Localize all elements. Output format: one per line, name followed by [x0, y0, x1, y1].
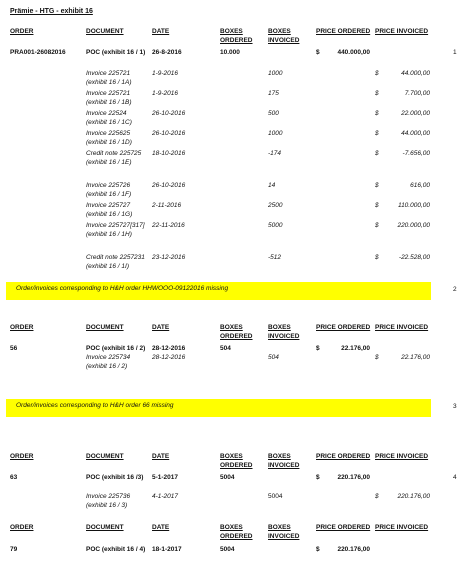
currency-symbol: $: [375, 254, 379, 261]
invoice-exhibit: (exhibit 16 / 1D): [86, 139, 132, 146]
invoice-boxes: 175: [268, 90, 279, 97]
missing-notice-text: Order/invoices corresponding to H&H order HHWOOO-09122016 missing: [16, 285, 229, 292]
poc-date: 5-1-2017: [152, 474, 179, 481]
header-price-invoiced: PRICE INVOICED: [375, 28, 429, 35]
header-document: DOCUMENT: [86, 324, 124, 331]
header-boxes-invoiced-1: BOXES: [268, 453, 291, 460]
header-boxes-invoiced-1: BOXES: [268, 324, 291, 331]
invoice-date: 1-9-2016: [152, 70, 179, 77]
poc-price-ordered: 22.176,00: [341, 345, 370, 352]
invoice-document: Invoice 225727[317]: [86, 222, 145, 229]
invoice-price: -7.656,00: [402, 150, 430, 157]
page-title: Prämie - HTG - exhibit 16: [10, 8, 93, 15]
poc-document: POC (exhibit 16 / 1): [86, 49, 146, 56]
invoice-exhibit: (exhibit 16 / 1A): [86, 79, 132, 86]
header-boxes-ordered-1: BOXES: [220, 524, 243, 531]
header-order: ORDER: [10, 324, 34, 331]
invoice-exhibit: (exhibit 16 / 1C): [86, 119, 132, 126]
header-date: DATE: [152, 524, 170, 531]
poc-document: POC (exhibit 16 / 2): [86, 345, 146, 352]
invoice-document: Credit note 2257231: [86, 254, 145, 261]
invoice-date: 2-11-2016: [152, 202, 182, 209]
header-document: DOCUMENT: [86, 524, 124, 531]
header-price-ordered: PRICE ORDERED: [316, 453, 371, 460]
poc-date: 26-8-2016: [152, 49, 182, 56]
header-boxes-ordered-1: BOXES: [220, 324, 243, 331]
order-number: PRA001-26082016: [10, 49, 66, 56]
invoice-exhibit: (exhibit 16 / 1H): [86, 231, 132, 238]
currency-symbol: $: [375, 182, 379, 189]
invoice-boxes: 504: [268, 354, 279, 361]
currency-symbol: $: [375, 150, 379, 157]
invoice-document: Invoice 225734: [86, 354, 131, 361]
section-marker: 3: [453, 403, 457, 410]
currency-symbol: $: [375, 130, 379, 137]
invoice-date: 1-9-2016: [152, 90, 179, 97]
invoice-date: 28-12-2016: [152, 354, 186, 361]
header-price-invoiced: PRICE INVOICED: [375, 453, 429, 460]
invoice-price: 44.000,00: [401, 130, 430, 137]
poc-document: POC (exhibit 16 / 4): [86, 546, 146, 553]
poc-date: 28-12-2016: [152, 345, 186, 352]
header-boxes-invoiced-1: BOXES: [268, 28, 291, 35]
poc-price-ordered: 220.176,00: [337, 546, 370, 553]
currency-symbol: $: [316, 546, 320, 553]
poc-price-ordered: 220.176,00: [337, 474, 370, 481]
header-boxes-invoiced-2: INVOICED: [268, 462, 300, 469]
invoice-price: -22.528,00: [398, 254, 430, 261]
header-price-ordered: PRICE ORDERED: [316, 524, 371, 531]
section-marker: 2: [453, 286, 457, 293]
invoice-document: Credit note 225725: [86, 150, 142, 157]
invoice-date: 22-11-2016: [152, 222, 185, 229]
invoice-document: Invoice 225727: [86, 202, 131, 209]
header-boxes-ordered-1: BOXES: [220, 453, 243, 460]
invoice-price: 44.000,00: [401, 70, 430, 77]
order-number: 56: [10, 345, 18, 352]
currency-symbol: $: [375, 354, 379, 361]
invoice-exhibit: (exhibit 16 / 1E): [86, 159, 132, 166]
header-document: DOCUMENT: [86, 28, 124, 35]
invoice-exhibit: (exhibit 16 / 1B): [86, 99, 132, 106]
currency-symbol: $: [375, 110, 379, 117]
header-price-invoiced: PRICE INVOICED: [375, 524, 429, 531]
invoice-exhibit: (exhibit 16 / 2): [86, 363, 128, 370]
missing-notice-text: Order/invoices corresponding to H&H order 66 missing: [16, 402, 174, 409]
invoice-document: Invoice 225721: [86, 70, 131, 77]
currency-symbol: $: [316, 345, 320, 352]
invoice-exhibit: (exhibit 16 / 3): [86, 502, 128, 509]
poc-boxes-ordered: 5004: [220, 474, 235, 481]
invoice-exhibit: (exhibit 16 / 1F): [86, 191, 132, 198]
header-order: ORDER: [10, 28, 34, 35]
invoice-date: 26-10-2016: [152, 182, 186, 189]
currency-symbol: $: [375, 493, 379, 500]
header-boxes-ordered-1: BOXES: [220, 28, 243, 35]
header-boxes-ordered-2: ORDERED: [220, 462, 253, 469]
poc-date: 18-1-2017: [152, 546, 182, 553]
invoice-boxes: -512: [268, 254, 282, 261]
invoice-boxes: -174: [268, 150, 282, 157]
invoice-boxes: 5004: [268, 493, 283, 500]
header-order: ORDER: [10, 453, 34, 460]
order-number: 63: [10, 474, 18, 481]
poc-price-ordered: 440.000,00: [337, 49, 370, 56]
currency-symbol: $: [316, 49, 320, 56]
header-date: DATE: [152, 324, 170, 331]
invoice-document: Invoice 225625: [86, 130, 131, 137]
invoice-price: 220.176,00: [397, 493, 430, 500]
header-price-ordered: PRICE ORDERED: [316, 28, 371, 35]
header-price-invoiced: PRICE INVOICED: [375, 324, 429, 331]
missing-notice-band: [6, 399, 431, 417]
invoice-boxes: 500: [268, 110, 279, 117]
header-boxes-invoiced-2: INVOICED: [268, 37, 300, 44]
header-boxes-invoiced-2: INVOICED: [268, 333, 300, 340]
invoice-date: 26-10-2016: [152, 130, 186, 137]
header-boxes-ordered-2: ORDERED: [220, 333, 253, 340]
invoice-exhibit: (exhibit 16 / 1G): [86, 211, 133, 218]
header-date: DATE: [152, 453, 170, 460]
invoice-boxes: 5000: [268, 222, 283, 229]
poc-boxes-ordered: 10.000: [220, 49, 240, 56]
poc-boxes-ordered: 504: [220, 345, 231, 352]
invoice-boxes: 1000: [268, 70, 283, 77]
header-document: DOCUMENT: [86, 453, 124, 460]
invoice-document: Invoice 225721: [86, 90, 131, 97]
invoice-date: 23-12-2016: [152, 254, 186, 261]
invoice-document: Invoice 22524: [86, 110, 127, 117]
invoice-boxes: 2500: [268, 202, 283, 209]
header-order: ORDER: [10, 524, 34, 531]
header-boxes-ordered-2: ORDERED: [220, 37, 253, 44]
currency-symbol: $: [316, 474, 320, 481]
order-number: 79: [10, 546, 18, 553]
invoice-price: 110.000,00: [397, 202, 430, 209]
header-boxes-ordered-2: ORDERED: [220, 533, 253, 540]
invoice-date: 26-10-2016: [152, 110, 186, 117]
invoice-date: 18-10-2016: [152, 150, 186, 157]
invoice-price: 22.176,00: [401, 354, 430, 361]
invoice-document: Invoice 225736: [86, 493, 131, 500]
header-boxes-invoiced-1: BOXES: [268, 524, 291, 531]
invoice-document: Invoice 225726: [86, 182, 131, 189]
invoice-price: 7.700,00: [404, 90, 430, 97]
section-marker: 1: [453, 49, 457, 56]
poc-document: POC (exhibit 16 /3): [86, 474, 144, 481]
poc-boxes-ordered: 5004: [220, 546, 235, 553]
invoice-boxes: 1000: [268, 130, 283, 137]
currency-symbol: $: [375, 202, 379, 209]
currency-symbol: $: [375, 222, 379, 229]
invoice-price: 22.000,00: [401, 110, 430, 117]
invoice-price: 220.000,00: [397, 222, 430, 229]
header-date: DATE: [152, 28, 170, 35]
currency-symbol: $: [375, 90, 379, 97]
header-price-ordered: PRICE ORDERED: [316, 324, 371, 331]
invoice-exhibit: (exhibit 16 / 1I): [86, 263, 129, 270]
header-boxes-invoiced-2: INVOICED: [268, 533, 300, 540]
invoice-boxes: 14: [268, 182, 276, 189]
section-marker: 4: [453, 474, 457, 481]
currency-symbol: $: [375, 70, 379, 77]
invoice-price: 616,00: [410, 182, 430, 189]
missing-notice-band: [6, 282, 431, 300]
invoice-date: 4-1-2017: [152, 493, 179, 500]
